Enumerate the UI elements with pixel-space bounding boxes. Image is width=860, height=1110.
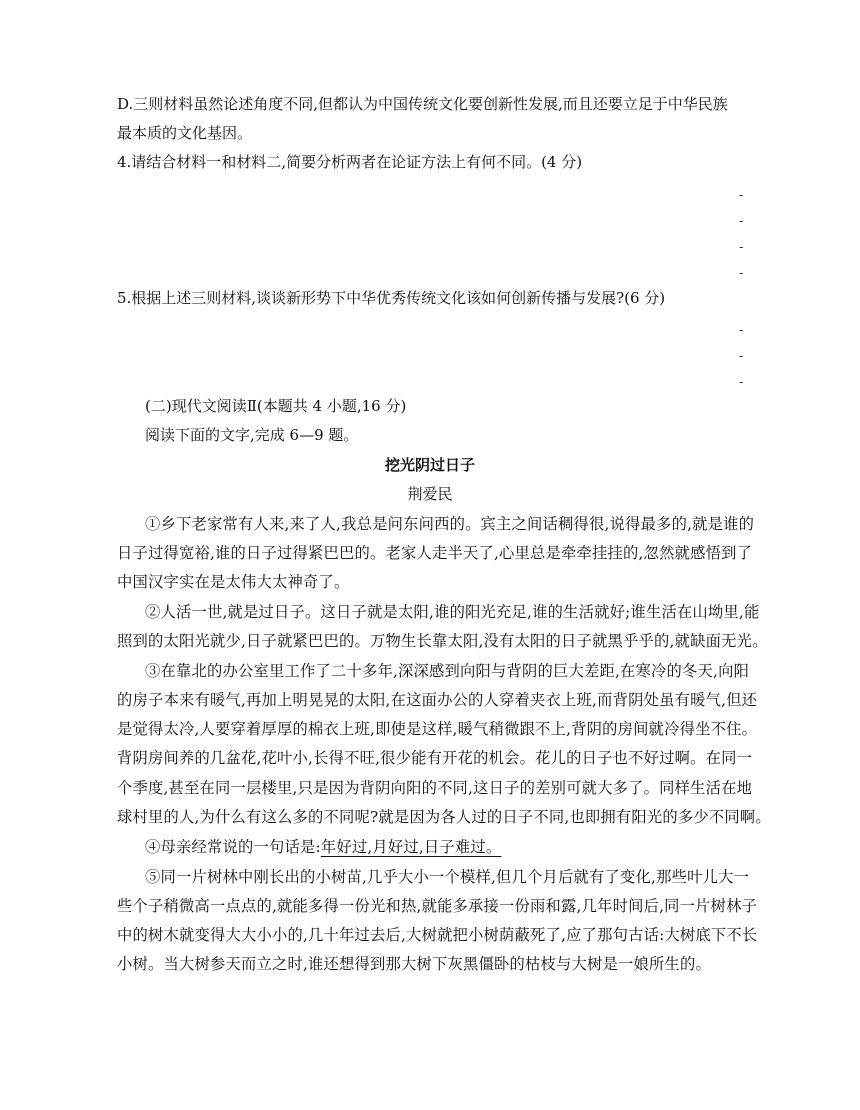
paragraph-5-line: 些个子稍微高一点点的,就能多得一份光和热,就能多承接一份雨和露,几年时间后,同一片树林子 [117,897,758,915]
answer-line-mark: - [739,349,744,364]
answer-line-mark: - [739,266,744,281]
paragraph-3-line: 背阴房间养的几盆花,花叶小,长得不旺,很少能有开花的机会。花儿的日子也不好过啊。在同一 [117,749,753,767]
paragraph-3-line: 的房子本来有暖气,再加上明晃晃的太阳,在这面办公的人穿着夹衣上班,而背阴处虽有暖气,但还 [117,691,758,709]
paragraph-5-line: 小树。当大树参天而立之时,谁还想得到那大树下灰黑僵卧的枯枝与大树是一娘所生的。 [117,955,711,973]
paragraph-5-line: 中的树木就变得大大小小的,几十年过去后,大树就把小树荫蔽死了,应了那句古话:大树底下不长 [117,926,758,944]
question-5: 5.根据上述三则材料,谈谈新形势下中华优秀传统文化该如何创新传播与发展?(6 分) [117,289,666,307]
section-header: (二)现代文阅读Ⅱ(本题共 4 小题,16 分) [145,397,407,415]
article-author: 荆爱民 [407,485,453,503]
paragraph-3-line: 是觉得太冷,人要穿着厚厚的棉衣上班,即使是这样,暖气稍微跟不上,背阴的房间就冷得坐不住。 [117,720,758,738]
option-d-line-1: D.三则材料虽然论述角度不同,但都认为中国传统文化要创新性发展,而且还要立足于中华民族 [117,95,728,113]
paragraph-4 [145,837,501,857]
paragraph-1-line: 日子过得宽裕,谁的日子过得紧巴巴的。老家人走半天了,心里总是牵牵挂挂的,忽然就感悟到了 [117,544,753,562]
answer-line-mark: - [739,323,744,338]
answer-line-mark: - [739,188,744,203]
article-title: 挖光阴过日子 [384,456,475,474]
section-instruction: 阅读下面的文字,完成 6—9 题。 [145,426,359,444]
answer-line-mark: - [739,240,744,255]
answer-line-mark: - [739,375,744,390]
paragraph-1-line: 中国汉字实在是太伟大太神奇了。 [117,573,350,591]
paragraph-1-line: ①乡下老家常有人来,来了人,我总是问东问西的。宾主之间话稠得很,说得最多的,就是谁的 [145,515,755,533]
option-d-line-2: 最本质的文化基因。 [117,124,253,142]
paragraph-3-line: 球村里的人,为什么有这么多的不同呢?就是因为各人过的日子不同,也即拥有阳光的多少不同啊。 [117,808,771,826]
paragraph-3-line: ③在靠北的办公室里工作了二十多年,深深感到向阳与背阴的巨大差距,在寒冷的冬天,向阳 [145,662,750,680]
question-4: 4.请结合材料一和材料二,简要分析两者在论证方法上有何不同。(4 分) [117,153,583,171]
paragraph-3-line: 个季度,甚至在同一层楼里,只是因为背阴向阳的不同,这日子的差别可就大多了。同样生活在地 [117,779,753,797]
paragraph-2-line: 照到的太阳光就少,日子就紧巴巴的。万物生长靠太阳,没有太阳的日子就黑乎乎的,就缺面无光。 [117,632,768,650]
paragraph-4-prefix: ④母亲经常说的一句话是: [145,838,321,856]
underlined-quote: 年好过,月好过,日子难过。 [320,838,502,856]
answer-line-mark: - [739,214,744,229]
paragraph-2-line: ②人活一世,就是过日子。这日子就是太阳,谁的阳光充足,谁的生活就好;谁生活在山坳里,能 [145,603,760,621]
paragraph-5-line: ⑤同一片树林中刚长出的小树苗,几乎大小一个模样,但几个月后就有了变化,那些叶儿大一 [145,868,750,886]
